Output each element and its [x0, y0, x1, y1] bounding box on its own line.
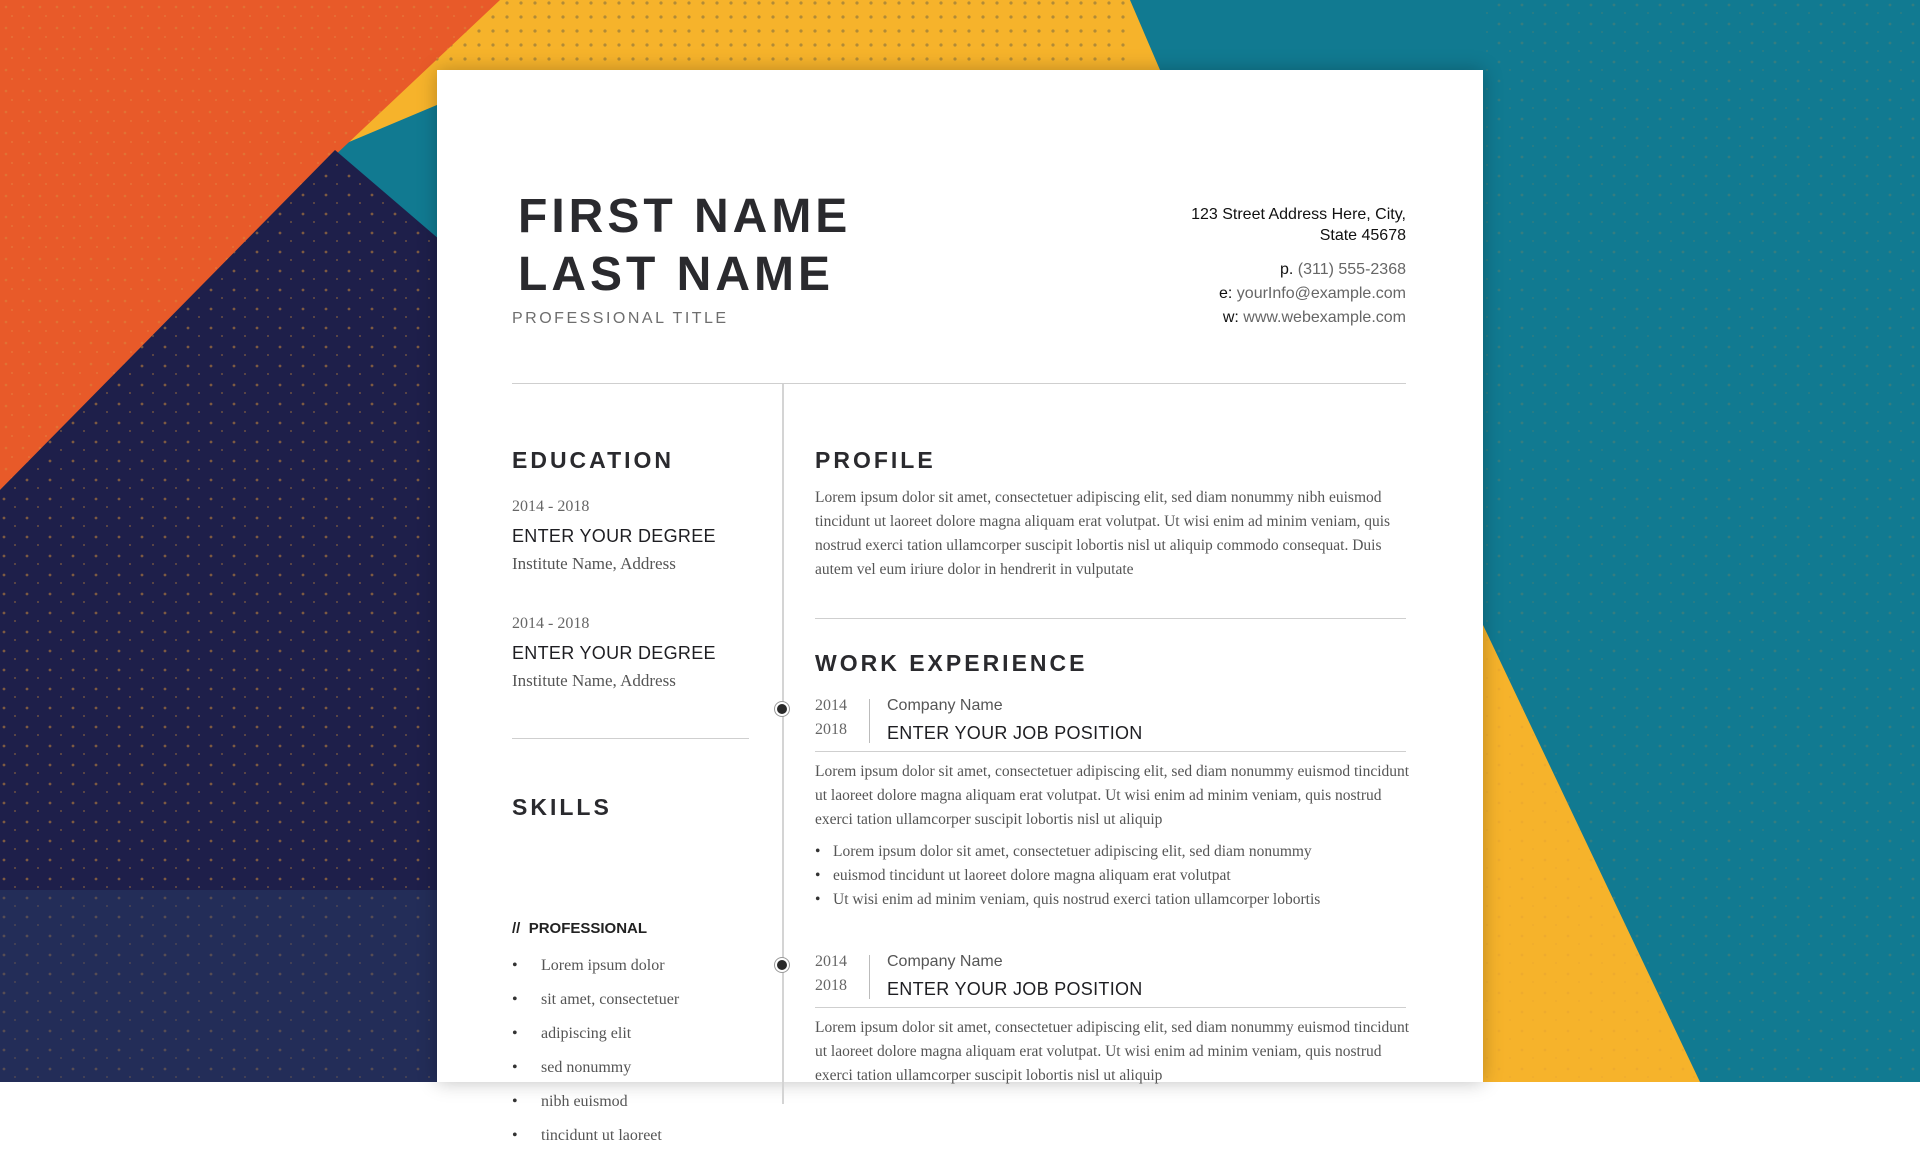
- email-label: e:: [1219, 285, 1233, 302]
- profile-text: Lorem ipsum dolor sit amet, consectetuer adipiscing elit, sed diam nonummy nibh euismod tincidunt ut laoreet dolore magna aliquam erat volutpat. Ut wisi enim ad minim veniam, quis nostrud exerci tation ullamcorper suscipit lobortis nisl ut aliquip commodo consequat. Duis autem vel eum iriure dolor in hendrerit in vulputate: [815, 489, 1391, 578]
- profile-heading: PROFILE: [815, 447, 936, 473]
- education-dates: 2014 - 2018: [512, 498, 590, 515]
- resume-page: [437, 70, 1483, 1144]
- education-degree: ENTER YOUR DEGREE: [512, 643, 716, 663]
- skill-item: • adipiscing elit: [512, 1024, 679, 1058]
- skills-subheading-prefix: //: [512, 920, 521, 937]
- email-row: [1191, 282, 1406, 306]
- skill-item: • sit amet, consectetuer: [512, 990, 679, 1024]
- job-description: Lorem ipsum dolor sit amet, consectetuer adipiscing elit, sed diam nonummy euismod tincidunt ut laoreet dolore magna aliquam erat volutpat. Ut wisi enim ad minim veniam, quis nostrud exerci tation ullamcorper suscipit lobortis nisl ut aliquip: [815, 1019, 1410, 1084]
- skills-list: [512, 956, 679, 1160]
- professional-title: PROFESSIONAL TITLE: [512, 310, 729, 327]
- full-name: [518, 188, 851, 304]
- contact-block: [1191, 204, 1406, 330]
- education-institute: Institute Name, Address: [512, 554, 676, 573]
- profile-divider: [815, 618, 1406, 619]
- job-company: Company Name: [887, 697, 1003, 714]
- address: [1191, 204, 1406, 246]
- education-divider: [512, 738, 749, 739]
- last-name: LAST NAME: [518, 248, 834, 301]
- skills-subheading: [512, 920, 647, 937]
- first-name: FIRST NAME: [518, 190, 852, 243]
- skills-heading: SKILLS: [512, 794, 612, 820]
- job-divider: [815, 1007, 1406, 1008]
- phone-row: [1191, 258, 1406, 282]
- work-experience-heading: WORK EXPERIENCE: [815, 650, 1088, 676]
- job-position: ENTER YOUR JOB POSITION: [887, 979, 1143, 999]
- phone-label: p.: [1279, 261, 1294, 278]
- web-value: www.webexample.com: [1243, 309, 1406, 326]
- address-line-2: State 45678: [1319, 227, 1406, 244]
- job-position: ENTER YOUR JOB POSITION: [887, 723, 1143, 743]
- job-company: Company Name: [887, 953, 1003, 970]
- job-description: Lorem ipsum dolor sit amet, consectetuer adipiscing elit, sed diam nonummy euismod tincidunt ut laoreet dolore magna aliquam erat volutpat. Ut wisi enim ad minim veniam, quis nostrud exerci tation ullamcorper suscipit lobortis nisl ut aliquip: [815, 763, 1410, 828]
- skills-subheading-label: PROFESSIONAL: [528, 920, 648, 937]
- job-date-divider: [869, 955, 870, 999]
- job-start-year: 2014: [815, 953, 847, 970]
- education-heading: EDUCATION: [512, 447, 675, 473]
- skill-item: • nibh euismod: [512, 1092, 679, 1126]
- education-degree: ENTER YOUR DEGREE: [512, 526, 716, 546]
- job-dates: [815, 950, 847, 998]
- job-bullet: • euismod tincidunt ut laoreet dolore magna aliquam erat volutpat: [815, 864, 1415, 888]
- email-value: yourInfo@example.com: [1236, 285, 1406, 302]
- address-line-1: 123 Street Address Here, City,: [1191, 206, 1406, 223]
- job-dates: [815, 694, 847, 742]
- column-divider: [782, 384, 784, 1104]
- timeline-dot: [775, 958, 789, 972]
- timeline-dot: [775, 702, 789, 716]
- education-dates: 2014 - 2018: [512, 615, 590, 632]
- job-divider: [815, 751, 1406, 752]
- skill-item: • sed nonummy: [512, 1058, 679, 1092]
- job-date-divider: [869, 699, 870, 743]
- job-bullet: • Ut wisi enim ad minim veniam, quis nostrud exerci tation ullamcorper lobortis: [815, 888, 1415, 912]
- skill-item: • Lorem ipsum dolor: [512, 956, 679, 990]
- web-label: w:: [1222, 309, 1239, 326]
- job-end-year: 2018: [815, 721, 847, 738]
- job-bullets: [815, 840, 1415, 912]
- skill-item: • tincidunt ut laoreet: [512, 1126, 679, 1160]
- job-start-year: 2014: [815, 697, 847, 714]
- phone-value: (311) 555-2368: [1297, 261, 1406, 278]
- web-row: [1191, 306, 1406, 330]
- job-bullet: • Lorem ipsum dolor sit amet, consectetuer adipiscing elit, sed diam nonummy: [815, 840, 1415, 864]
- job-end-year: 2018: [815, 977, 847, 994]
- header-divider: [512, 383, 1406, 384]
- education-institute: Institute Name, Address: [512, 671, 676, 690]
